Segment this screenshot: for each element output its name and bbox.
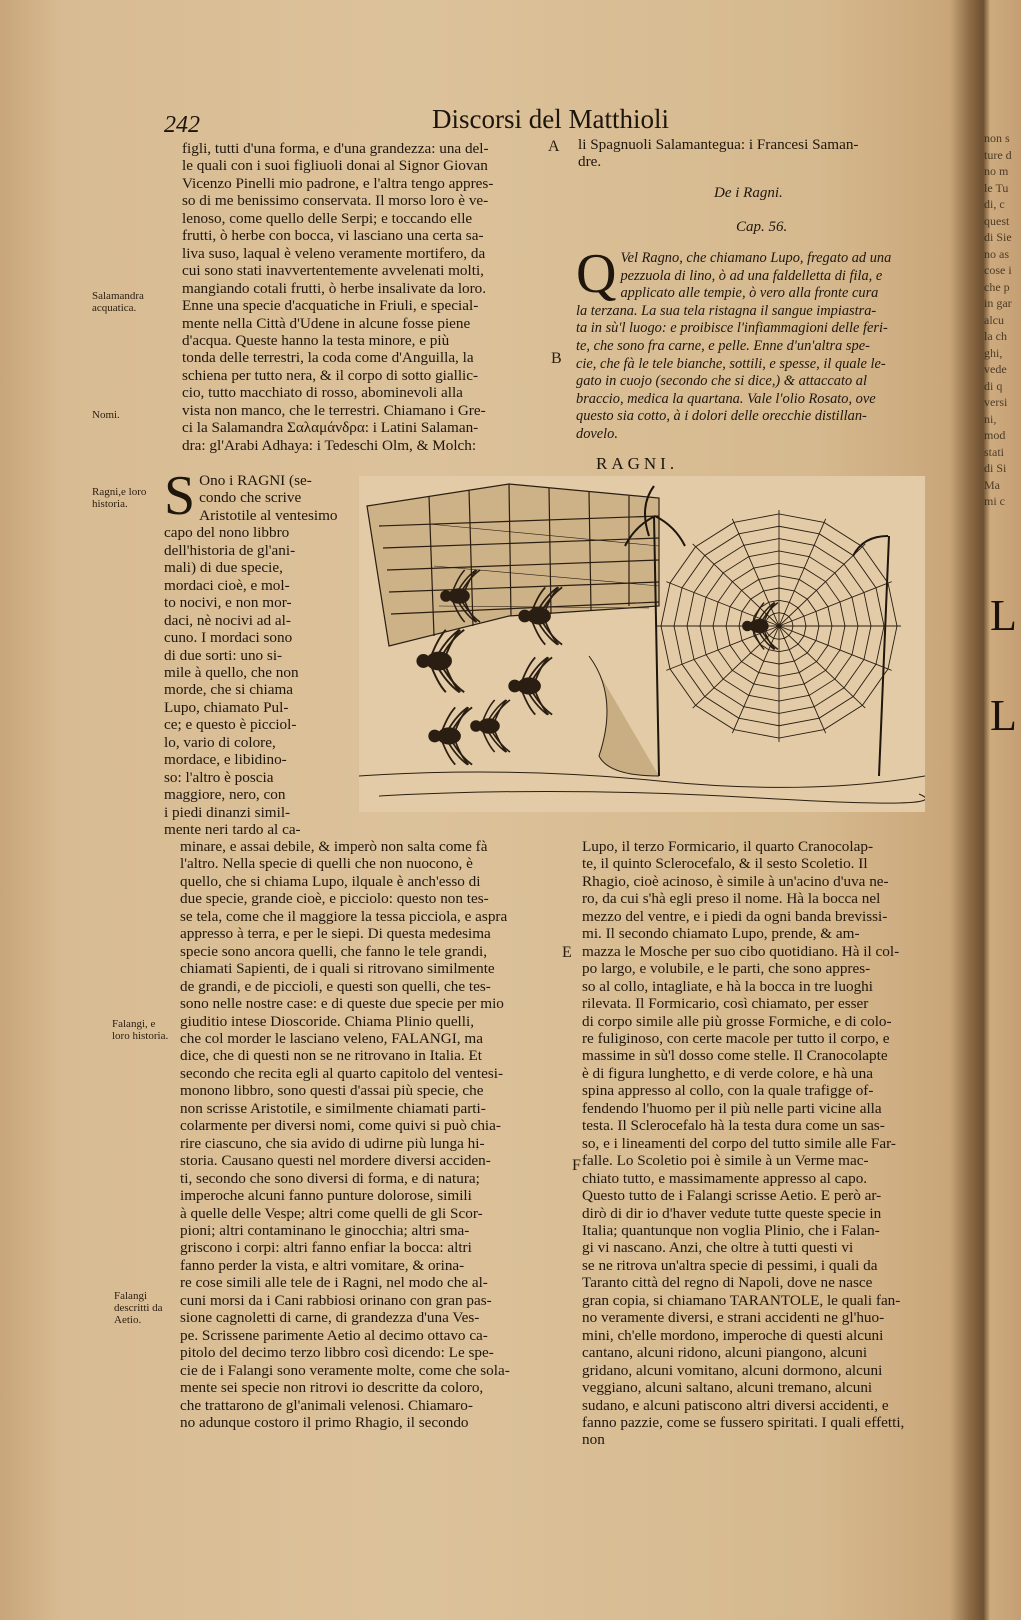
spiders-woodcut-illustration bbox=[359, 476, 925, 812]
text-line: è di figura lunghetto, e di verde colore, e hà una bbox=[582, 1064, 873, 1082]
text-line: ti, secondo che sono diversi di forma, e di natura; bbox=[180, 1169, 480, 1187]
text-line: cui sono stati inavvertentemente avvelenati molti, bbox=[182, 262, 484, 280]
text-line: pitolo del decimo terzo libbro così dicendo: Le spe- bbox=[180, 1344, 494, 1362]
text-line: no veramente diversi, e strani accidenti ne gl'huo- bbox=[582, 1309, 885, 1327]
running-title: Discorsi del Matthioli bbox=[432, 104, 669, 134]
text-line: lenoso, come quello delle Serpi; e toccando elle bbox=[182, 209, 473, 227]
text-line: ci la Salamandra Σαλαμάνδρα: i Latini Salaman- bbox=[182, 419, 479, 437]
text-line: applicato alle tempie, ò vero alla fronte cura bbox=[620, 285, 879, 302]
text-line: di corpo simile alle più grosse Formiche, e di colo- bbox=[582, 1012, 892, 1030]
text-line: Aristotile al ventesimo bbox=[199, 506, 338, 524]
text-line: gridano, alcuni vomitano, alcuni dormono, alcuni bbox=[582, 1361, 883, 1379]
section-letter-f: F bbox=[572, 1157, 581, 1174]
text-line: chiato tutto, e massimamente appresso al capo. bbox=[582, 1169, 868, 1187]
text-line: cuni morsi da i Cani rabbiosi orinano con gran pas- bbox=[180, 1291, 492, 1309]
next-page-initial-2: L bbox=[990, 691, 1017, 740]
text-line: minare, e assai debile, & imperò non salta come fà bbox=[180, 838, 488, 855]
text-line: gato in cuojo (secondo che si dice,) & attaccato al bbox=[576, 373, 867, 390]
text-line: d'acqua. Queste hanno la testa minore, e più bbox=[182, 331, 450, 349]
text-line: Lupo, chiamato Pul- bbox=[164, 698, 289, 716]
section-letter-e: E bbox=[562, 944, 572, 961]
text-line: fendendo l'huomo per il più nelle parti vicine alla bbox=[582, 1099, 882, 1117]
text-line: spina appresso al collo, con la quale trafigge of- bbox=[582, 1082, 874, 1100]
text-line: po largo, e volubile, e le parti, che sono appres- bbox=[582, 960, 871, 978]
spider-web bbox=[657, 510, 901, 742]
text-line: te, il quinto Sclerocefalo, & il sesto Scoletio. Il bbox=[582, 855, 868, 873]
text-line: ro, da cui s'hà egli preso il nome. Hà la bocca nel bbox=[582, 890, 881, 908]
section-letter-b: B bbox=[551, 350, 562, 367]
text-line: cie de i Falangi sono veramente molte, come che sola- bbox=[180, 1361, 510, 1379]
text-line: griscono i corpi: altri fanno enfiar la bocca: altri bbox=[180, 1239, 472, 1257]
text-line: no adunque costoro il primo Rhagio, il secondo bbox=[180, 1413, 469, 1431]
text-line: mali) di due specie, bbox=[164, 559, 283, 577]
text-line: dice, che di questi non se ne ritrovano in Italia. Et bbox=[180, 1047, 482, 1065]
spiders-narrow-column bbox=[164, 465, 360, 839]
text-line: mezzo del ventre, e i piedi da ogni banda brevissi- bbox=[582, 907, 888, 925]
text-line: liva suso, laqual è veleno veramente mortifero, da bbox=[182, 244, 486, 262]
next-page-initial-1: L bbox=[990, 591, 1017, 640]
margin-note-salamandra-acquatica: Salamandra acquatica. bbox=[92, 290, 144, 314]
text-line: ce; e questo è picciol- bbox=[164, 716, 297, 734]
text-line: li Spagnuoli Salamantegua: i Francesi Saman- bbox=[578, 136, 859, 153]
text-line: veggiano, alcuni saltano, alcuni tremano, alcuni bbox=[582, 1379, 873, 1397]
left-bottom-column bbox=[180, 838, 548, 1431]
text-line: secondo che recita egli al quarto capitolo del ventesi- bbox=[180, 1064, 504, 1082]
text-line: vista non manco, che le terrestri. Chiamano i Gre- bbox=[182, 401, 486, 419]
margin-note-ragni: Ragni,e loro historia. bbox=[92, 486, 147, 510]
right-bottom-column bbox=[582, 838, 952, 1449]
text-line: giuditio intese Dioscoride. Chiama Plinio quelli, bbox=[180, 1012, 475, 1030]
margin-note-falangi: Falangi, e loro historia. bbox=[112, 1018, 169, 1042]
text-line: dell'historia de gl'ani- bbox=[164, 541, 296, 559]
text-line: Questo tutto de i Falangi scrisse Aetio. E però ar- bbox=[582, 1187, 882, 1205]
text-line: de grandi, e de piccioli, e questi son quelli, che tes- bbox=[180, 977, 491, 995]
text-line: fanno pazzie, come se fussero spiritati. I quali effetti, bbox=[582, 1413, 905, 1431]
text-line: Enne una specie d'acquatiche in Friuli, e special- bbox=[182, 297, 479, 315]
text-line: se tela, come che il maggiore la tessa picciola, e aspra bbox=[180, 907, 508, 925]
text-line: à quelle delle Vespe; altri come quelli de gli Scor- bbox=[180, 1204, 483, 1222]
text-line: so, e i lineamenti del corpo del tutto simile alle Far- bbox=[582, 1134, 896, 1152]
text-line: non bbox=[582, 1431, 605, 1449]
text-line: dre. bbox=[578, 153, 602, 171]
text-line: di due sorti: uno si- bbox=[164, 646, 283, 664]
text-line: che col morder le lasciano veleno, FALANGI, ma bbox=[180, 1029, 483, 1047]
text-line: capo del nono libbro bbox=[164, 524, 290, 542]
text-line: cuno. I mordaci sono bbox=[164, 629, 293, 647]
text-line: pioni; altri contaminano le ginocchia; altri sma- bbox=[180, 1221, 470, 1239]
text-line: pezzuola di lino, ò ad una faldelletta di fila, e bbox=[620, 267, 883, 284]
text-line: ta in sù'l luogo: e proibisce l'infiammagioni delle feri- bbox=[576, 320, 888, 337]
text-line: mente sei specie non ritrovi io descritte da coloro, bbox=[180, 1379, 484, 1397]
chapter-paragraph bbox=[576, 243, 936, 444]
spiders-drop-cap: S bbox=[164, 465, 196, 527]
text-line: mi. Il secondo chiamato Lupo, prende, & am- bbox=[582, 925, 860, 943]
text-line: chiamati Sapienti, de i quali si ritrovano similmente bbox=[180, 960, 495, 978]
text-line: mente neri tardo al ca- bbox=[164, 821, 301, 839]
text-line: te, che sono fra carne, e pelle. Enne d'un'altra spe- bbox=[576, 337, 870, 354]
text-line: Lupo, il terzo Formicario, il quarto Cranocolap- bbox=[582, 838, 874, 855]
margin-note-falangi-aetio: Falangi descritti da Aetio. bbox=[114, 1290, 163, 1326]
text-line: figli, tutti d'una forma, e d'una grandezza: una del- bbox=[182, 140, 489, 157]
text-line: cantano, alcuni ridono, alcuni piangono, alcuni bbox=[582, 1344, 868, 1362]
text-line: colarmente per diversi nomi, come quivi si può chia- bbox=[180, 1117, 501, 1135]
section-letter-a: A bbox=[548, 138, 560, 155]
text-line: falle. Lo Scoletio poi è simile à un Verme mac- bbox=[582, 1152, 869, 1170]
text-line: Ono i RAGNI (se- bbox=[199, 472, 312, 489]
text-line: mile à quello, che non bbox=[164, 663, 299, 681]
next-page-edge-text: non s ture d no m le Tu di, c quest di Sie no as cose i che p in gar alcu la ch ghi, vede di q versi ni, mod stati di Si Ma mi c bbox=[984, 131, 1012, 508]
text-line: schiena per tutto nera, & il corpo di sotto giallic- bbox=[182, 366, 479, 384]
text-line: cie, che fà le tele bianche, sottili, e spesse, il quale le- bbox=[576, 355, 886, 372]
text-line: to nocivi, e non mor- bbox=[164, 594, 292, 612]
text-line: maggiore, nero, con bbox=[164, 786, 286, 804]
text-line: rilevata. Il Formicario, così chiamato, per esser bbox=[582, 995, 869, 1013]
left-top-column bbox=[182, 140, 542, 454]
figure-caption: RAGNI. bbox=[596, 454, 679, 473]
text-line: quello, che si chiama Lupo, ilquale è anch'esso di bbox=[180, 872, 481, 890]
text-line: re fuliginoso, con certe macole per tutto il corpo, e bbox=[582, 1029, 890, 1047]
text-line: la terzana. La sua tela ristagna il sangue impiastra- bbox=[576, 302, 877, 319]
text-line: re cose simili alle tele de i Ragni, nel modo che al- bbox=[180, 1274, 488, 1292]
text-line: braccio, medica la quartana. Vale l'olio Rosato, ove bbox=[576, 390, 876, 407]
text-line: mordace, e libidino- bbox=[164, 751, 287, 769]
text-line: specie sono ancora quelli, che fanno le tele grandi, bbox=[180, 942, 487, 960]
text-line: morde, che si chiama bbox=[164, 681, 294, 699]
text-line: pe. Scrissene parimente Aetio al decimo ottavo ca- bbox=[180, 1326, 488, 1344]
text-line: gran copia, si chiamano TARANTOLE, le quali fan- bbox=[582, 1291, 901, 1309]
text-line: dovelo. bbox=[576, 425, 618, 442]
text-line: non scrisse Aristotile, e similmente chiamati parti- bbox=[180, 1099, 486, 1117]
text-line: testa. Il Sclerocefalo hà la testa dura come un sas- bbox=[582, 1117, 885, 1135]
text-line: dra: gl'Arabi Adhaya: i Tedeschi Olm, & Molch: bbox=[182, 436, 477, 454]
text-line: mordaci cioè, e mol- bbox=[164, 576, 290, 594]
text-line: so al collo, intagliate, e hà la bocca in tre luoghi bbox=[582, 977, 873, 995]
text-line: condo che scrive bbox=[199, 489, 302, 507]
chapter-drop-cap: Q bbox=[576, 243, 617, 305]
text-line: le quali con i suoi figliuoli donai al Signor Giovan bbox=[182, 157, 488, 175]
text-line: gi vi nascano. Anzi, che oltre à tutti questi vi bbox=[582, 1239, 854, 1257]
text-line: mini, ch'elle mordono, imperoche di questi alcuni bbox=[582, 1326, 884, 1344]
margin-note-nomi: Nomi. bbox=[92, 409, 120, 421]
text-line: so di me benissimo conservata. Il morso loro è ve- bbox=[182, 192, 489, 210]
text-line: frutti, ò herbe con bocca, vi lasciano una certa sa- bbox=[182, 227, 484, 245]
text-line: sono nelle nostre case: e di queste due specie per mio bbox=[180, 995, 504, 1013]
chapter-title: De i Ragni. bbox=[714, 185, 783, 201]
text-line: l'altro. Nella specie di quelli che non nuocono, è bbox=[180, 855, 473, 873]
text-line: Italia; quantunque non voglia Plinio, che i Falan- bbox=[582, 1221, 880, 1239]
right-top-column bbox=[578, 136, 938, 171]
text-line: questo sia cotto, à i dolori delle orecchie distillan- bbox=[576, 408, 867, 425]
text-line: massime in sù'l dosso come stelle. Il Cranocolapte bbox=[582, 1047, 888, 1065]
page-number: 242 bbox=[164, 112, 200, 138]
text-line: dirò di dir io d'haver vedute tutte queste specie in bbox=[582, 1204, 882, 1222]
text-line: fanno perder la vista, e altri vomitare, & orina- bbox=[180, 1256, 465, 1274]
text-line: appresso à terra, e per le siepi. Di questa medesima bbox=[180, 925, 491, 943]
text-line: monono libbro, sono questi d'assai più specie, che bbox=[180, 1082, 484, 1100]
text-line: tonda delle terrestri, la coda come d'Anguilla, la bbox=[182, 349, 474, 367]
text-line: sione cagnoletti di carne, di grandezza d'una Ves- bbox=[180, 1309, 480, 1327]
text-line: i piedi dinanzi simil- bbox=[164, 803, 291, 821]
text-line: cio, tutto macchiato di rosso, abominevoli alla bbox=[182, 384, 463, 402]
text-line: mente nella Città d'Udene in alcune fosse piene bbox=[182, 314, 471, 332]
text-line: storia. Causano questi nel mordere diversi acciden- bbox=[180, 1152, 491, 1170]
text-line: daci, nè nocivi ad al- bbox=[164, 611, 291, 629]
text-line: due specie, grande cioè, e picciolo: questo non tes- bbox=[180, 890, 489, 908]
text-line: sudano, e alcuni patiscono altri diversi accidenti, e bbox=[582, 1396, 889, 1414]
text-line: rire ciascuno, che sia avido di udirne più lunga hi- bbox=[180, 1134, 485, 1152]
text-line: mazza le Mosche per suo cibo quotidiano. Hà il col- bbox=[582, 942, 900, 960]
text-line: so: l'altro è poscia bbox=[164, 768, 274, 786]
text-line: se ne ritrova un'altra specie di pessimi, i quali da bbox=[582, 1256, 878, 1274]
text-line: Vel Ragno, che chiamano Lupo, fregato ad una bbox=[620, 250, 892, 266]
text-line: imperoche alcuni fanno punture dolorose, simili bbox=[180, 1187, 472, 1205]
text-line: Taranto città del regno di Napoli, dove ne nasce bbox=[582, 1274, 873, 1292]
text-line: mangiando cotali frutti, ò herbe insalivate da loro. bbox=[182, 279, 487, 297]
text-line: lo, vario di colore, bbox=[164, 733, 276, 751]
chapter-number: Cap. 56. bbox=[736, 219, 788, 235]
text-line: Vicenzo Pinelli mio padrone, e l'altra tengo appres- bbox=[182, 174, 494, 192]
text-line: che trattarono de gl'animali velenosi. Chiamaro- bbox=[180, 1396, 473, 1414]
text-line: Rhagio, cioè acinoso, è simile à un'acino d'uva ne- bbox=[582, 872, 889, 890]
